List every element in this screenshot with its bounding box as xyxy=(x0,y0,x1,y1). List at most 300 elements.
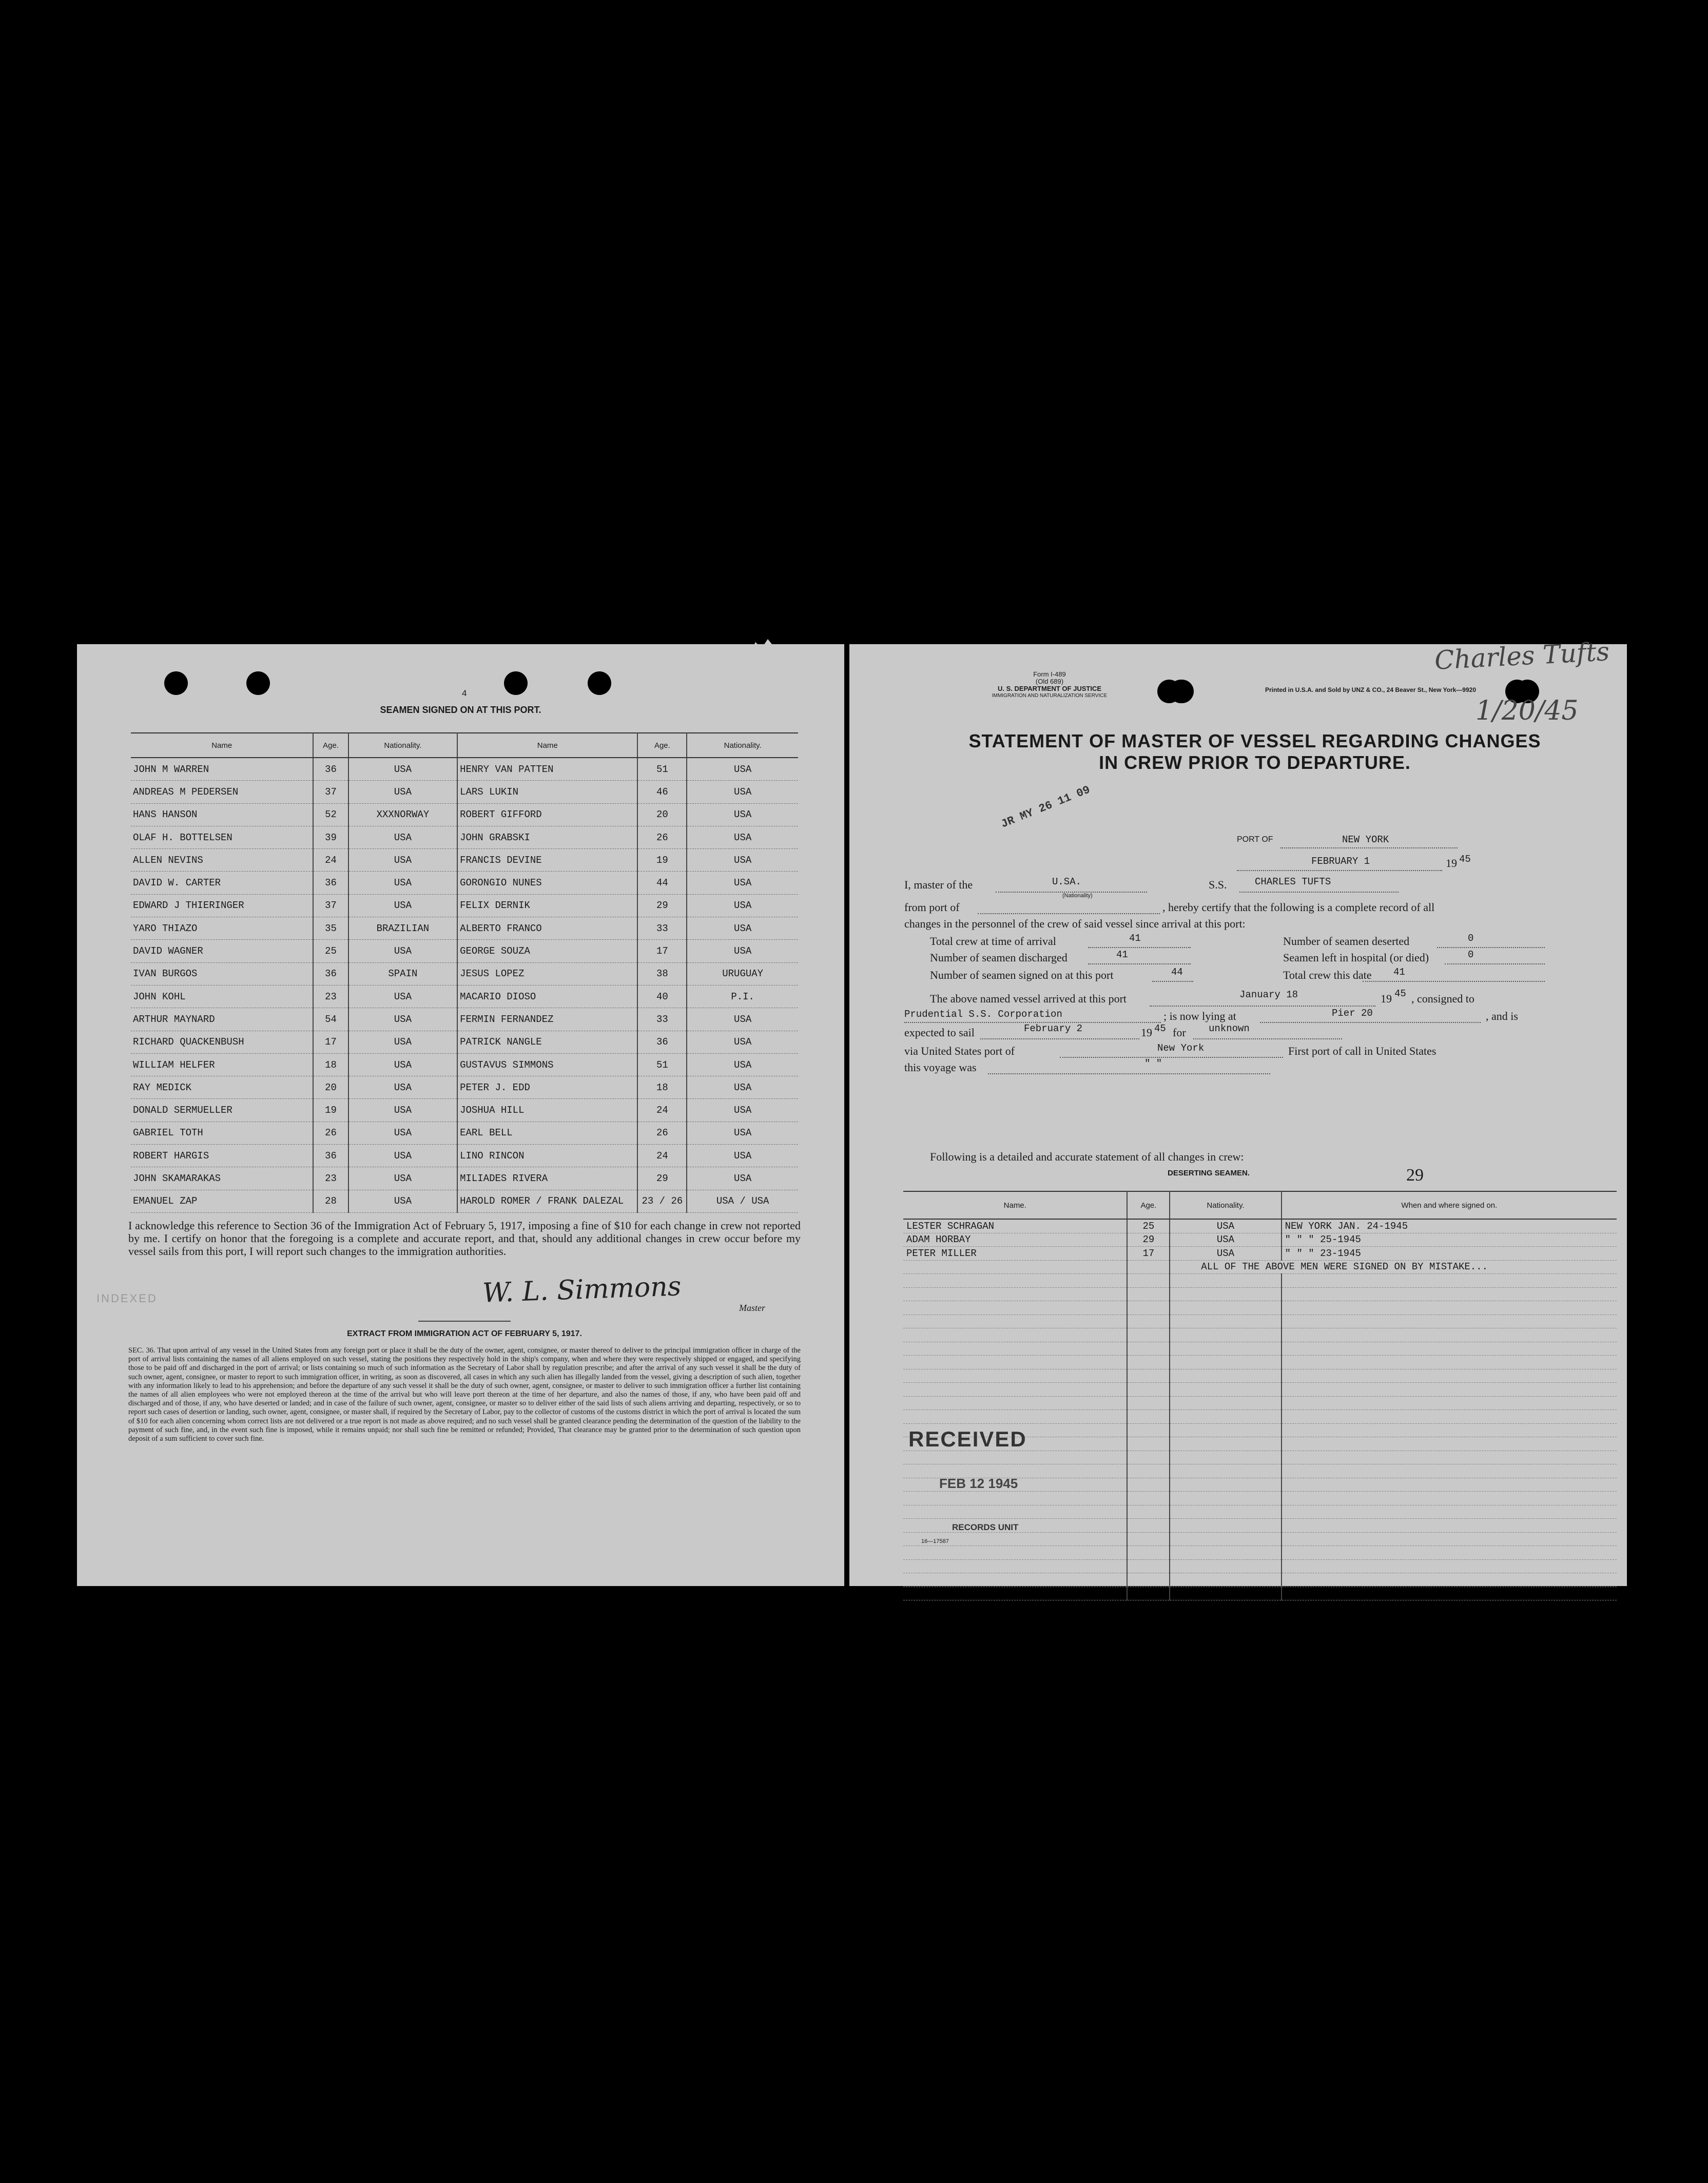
cell-age: 37 xyxy=(313,894,348,917)
table-row xyxy=(131,826,798,848)
received-stamp: RECEIVED xyxy=(908,1427,1027,1451)
cell-name-2: MACARIO DIOSO xyxy=(457,985,637,1008)
cell-name: ALLEN NEVINS xyxy=(131,849,313,872)
blank-cell xyxy=(903,1587,1127,1600)
blank-cell xyxy=(1282,1505,1617,1519)
cell-age-2: 51 xyxy=(637,758,687,781)
blank-row xyxy=(903,1328,1617,1342)
cell-age-2: 51 xyxy=(637,1053,687,1076)
cell-nationality: USA xyxy=(348,1053,457,1076)
blank-cell xyxy=(1282,1356,1617,1369)
cell-nationality-2: USA xyxy=(687,1008,798,1031)
dotted-line xyxy=(1239,892,1399,893)
cell-name-2: LARS LUKIN xyxy=(457,781,637,803)
dotted-line xyxy=(1363,981,1545,982)
cell-nationality-2: USA xyxy=(687,917,798,940)
blank-cell xyxy=(1282,1546,1617,1560)
discharged-value: 41 xyxy=(1116,949,1128,960)
blank-cell xyxy=(903,1356,1127,1369)
total-date-label: Total crew this date xyxy=(1283,969,1372,981)
from-port-label: from port of xyxy=(904,901,960,914)
cell-name-2: JESUS LOPEZ xyxy=(457,962,637,985)
cell-nationality: USA xyxy=(348,849,457,872)
col-nationality: Nationality. xyxy=(1170,1191,1281,1219)
cell-nationality: USA xyxy=(348,985,457,1008)
cell-name-2: FELIX DERNIK xyxy=(457,894,637,917)
table-row xyxy=(903,1233,1617,1247)
cell-age: 54 xyxy=(313,1008,348,1031)
vessel-name: CHARLES TUFTS xyxy=(1255,876,1331,887)
blank-cell xyxy=(903,1274,1127,1288)
cell-nationality-2: USA xyxy=(687,940,798,962)
col-name: Name xyxy=(131,733,313,758)
cell-age-2: 38 xyxy=(637,962,687,985)
col-when-where: When and where signed on. xyxy=(1282,1191,1617,1219)
blank-row xyxy=(903,1505,1617,1519)
dotted-line xyxy=(1060,1057,1283,1058)
changes-text: changes in the personnel of the crew of said vessel since arrival at this port: xyxy=(904,917,1246,930)
blank-cell xyxy=(1282,1369,1617,1383)
blank-cell xyxy=(1282,1559,1617,1573)
cell-nationality-2: USA xyxy=(687,872,798,894)
cell-nationality-2: USA xyxy=(687,826,798,848)
cell-nationality: USA xyxy=(348,872,457,894)
blank-cell xyxy=(1282,1437,1617,1451)
blank-cell xyxy=(1127,1369,1170,1383)
blank-cell xyxy=(1170,1573,1281,1587)
cell-age-2: 46 xyxy=(637,781,687,803)
cell-name: DAVID WAGNER xyxy=(131,940,313,962)
table-row xyxy=(131,940,798,962)
blank-cell xyxy=(1170,1464,1281,1478)
note-cell: ALL OF THE ABOVE MEN WERE SIGNED ON BY MISTAKE... xyxy=(1170,1260,1617,1274)
cell-age: 26 xyxy=(313,1122,348,1144)
table-header-row xyxy=(903,1191,1617,1219)
cell-name: DONALD SERMUELLER xyxy=(131,1099,313,1122)
cell-age: 29 xyxy=(1127,1233,1170,1247)
cell-age: 18 xyxy=(313,1053,348,1076)
cell-nationality-2: USA xyxy=(687,849,798,872)
table-row xyxy=(131,1190,798,1212)
dotted-line xyxy=(1193,1038,1342,1039)
cell-nationality: USA xyxy=(348,1076,457,1099)
cell-age-2: 36 xyxy=(637,1031,687,1053)
table-row xyxy=(131,985,798,1008)
cell-nationality-2: USA xyxy=(687,803,798,826)
year-prefix: 19 xyxy=(1446,857,1457,870)
cell-nationality: USA xyxy=(348,1008,457,1031)
lying-label: ; is now lying at xyxy=(1163,1010,1236,1022)
cell-nationality-2: USA xyxy=(687,1167,798,1190)
cell-when-where: NEW YORK JAN. 24-1945 xyxy=(1282,1219,1617,1233)
cell-nationality-2: URUGUAY xyxy=(687,962,798,985)
cell-name: IVAN BURGOS xyxy=(131,962,313,985)
cell-name: GABRIEL TOTH xyxy=(131,1122,313,1144)
table-row xyxy=(131,894,798,917)
blank-cell xyxy=(1127,1519,1170,1533)
table-row xyxy=(131,1031,798,1053)
blank-cell xyxy=(903,1410,1127,1424)
first-port-label: First port of call in United States xyxy=(1288,1045,1437,1057)
lying-at: Pier 20 xyxy=(1332,1008,1373,1019)
seamen-signed-title: SEAMEN SIGNED ON AT THIS PORT. xyxy=(380,705,541,715)
time-stamp: JR MY 26 11 09 xyxy=(999,783,1092,831)
blank-row xyxy=(903,1410,1617,1424)
sail-year: 45 xyxy=(1154,1023,1166,1034)
blank-cell xyxy=(1170,1301,1281,1315)
cell-age-2: 24 xyxy=(637,1145,687,1167)
blank-cell xyxy=(1282,1315,1617,1328)
nationality-caption: (Nationality) xyxy=(1062,893,1093,899)
certify-text: , hereby certify that the following is a complete record of all xyxy=(1162,901,1435,914)
blank-cell xyxy=(903,1342,1127,1356)
blank-cell xyxy=(1127,1573,1170,1587)
blank-cell xyxy=(1127,1260,1170,1274)
cell-age-2: 17 xyxy=(637,940,687,962)
blank-cell xyxy=(1170,1410,1281,1424)
col-age-2: Age. xyxy=(637,733,687,758)
blank-cell xyxy=(1170,1437,1281,1451)
cell-name: YARO THIAZO xyxy=(131,917,313,940)
cell-nationality-2: USA xyxy=(687,781,798,803)
blank-cell xyxy=(1282,1519,1617,1533)
blank-cell xyxy=(1127,1464,1170,1478)
cell-age-2: 26 xyxy=(637,826,687,848)
hospital-value: 0 xyxy=(1468,949,1474,960)
blank-cell xyxy=(1127,1478,1170,1492)
blank-cell xyxy=(903,1369,1127,1383)
cell-name: HANS HANSON xyxy=(131,803,313,826)
table-row xyxy=(131,758,798,781)
blank-row xyxy=(903,1274,1617,1288)
received-date: FEB 12 1945 xyxy=(939,1476,1018,1491)
handwritten-vessel-name: Charles Tufts xyxy=(1433,636,1610,675)
this-voyage-value: " " xyxy=(1144,1058,1162,1069)
table-row xyxy=(131,803,798,826)
blank-cell xyxy=(1127,1532,1170,1546)
blank-cell xyxy=(903,1383,1127,1397)
cell-age: 36 xyxy=(313,758,348,781)
cell-name: EDWARD J THIERINGER xyxy=(131,894,313,917)
cell-nationality: USA xyxy=(1170,1233,1281,1247)
cell-name: WILLIAM HELFER xyxy=(131,1053,313,1076)
cell-nationality-2: USA xyxy=(687,894,798,917)
cell-nationality: USA xyxy=(348,1145,457,1167)
table-row xyxy=(131,1122,798,1144)
port-value: NEW YORK xyxy=(1342,834,1389,845)
cell-nationality: USA xyxy=(348,758,457,781)
seamen-table xyxy=(131,732,798,1213)
dotted-line xyxy=(988,1073,1270,1074)
blank-cell xyxy=(1170,1342,1281,1356)
dotted-line xyxy=(1088,963,1191,964)
cell-name: OLAF H. BOTTELSEN xyxy=(131,826,313,848)
blank-row xyxy=(903,1546,1617,1560)
blank-cell xyxy=(1170,1519,1281,1533)
handwritten-date: 1/20/45 xyxy=(1476,696,1579,726)
cell-age: 23 xyxy=(313,985,348,1008)
cell-age: 35 xyxy=(313,917,348,940)
master-signature: W. L. Simmons xyxy=(482,1271,682,1309)
blank-cell xyxy=(1170,1356,1281,1369)
arrived-year: 45 xyxy=(1394,988,1406,999)
blank-row xyxy=(903,1356,1617,1369)
blank-cell xyxy=(1282,1587,1617,1600)
cell-age-2: 23 / 26 xyxy=(637,1190,687,1212)
blank-cell xyxy=(1170,1274,1281,1288)
punch-hole xyxy=(504,671,528,695)
cell-nationality: BRAZILIAN xyxy=(348,917,457,940)
blank-cell xyxy=(1170,1492,1281,1505)
extract-title: EXTRACT FROM IMMIGRATION ACT OF FEBRUARY 5, 1917. xyxy=(347,1329,582,1338)
year-value: 45 xyxy=(1459,854,1471,865)
blank-cell xyxy=(1127,1410,1170,1424)
cell-name: EMANUEL ZAP xyxy=(131,1190,313,1212)
blank-cell xyxy=(1127,1383,1170,1397)
table-row xyxy=(131,1076,798,1099)
cell-name: JOHN KOHL xyxy=(131,985,313,1008)
total-crew-arrival-label: Total crew at time of arrival xyxy=(930,935,1056,948)
footer-code: 16—17587 xyxy=(921,1538,949,1544)
cell-when-where: " " " 25-1945 xyxy=(1282,1233,1617,1247)
blank-cell xyxy=(1170,1369,1281,1383)
cell-age-2: 19 xyxy=(637,849,687,872)
cell-nationality-2: P.I. xyxy=(687,985,798,1008)
blank-cell xyxy=(1282,1328,1617,1342)
heading-line-2: IN CREW PRIOR TO DEPARTURE. xyxy=(1099,752,1411,773)
cell-name-2: ROBERT GIFFORD xyxy=(457,803,637,826)
via-label: via United States port of xyxy=(904,1045,1015,1057)
blank-row xyxy=(903,1451,1617,1464)
blank-cell xyxy=(1127,1587,1170,1600)
blank-cell xyxy=(1127,1328,1170,1342)
cell-name-2: HAROLD ROMER / FRANK DALEZAL xyxy=(457,1190,637,1212)
cell-age: 28 xyxy=(313,1190,348,1212)
consigned-label: , consigned to xyxy=(1411,992,1474,1005)
cell-name-2: FERMIN FERNANDEZ xyxy=(457,1008,637,1031)
divider xyxy=(418,1321,511,1322)
blank-row xyxy=(903,1287,1617,1301)
form-heading xyxy=(901,730,1609,774)
cell-age: 17 xyxy=(1127,1247,1170,1261)
extract-text: SEC. 36. That upon arrival of any vessel in the United States from any foreign port or place it shall be the duty of the owner, agent, consignee, or master thereof to deliver to the principal immigration officer in charge of the port of arrival lists containing the names of all aliens employed on such vessel, stating the positions they respectively hold in the ship's company, when and where they were respectively shipped or engaged, and specifying those to be paid off and discharged in the port of arrival; or lists containing so much of such information as the Secretary of Labor shall by regulation prescribe; and after the arrival of any such vessel it shall be the duty of such owner, agent, consignee, or master to report to such immigration officer, in writing, as soon as discovered, all cases in which any such alien has illegally landed from the vessel, giving a description of such alien, together with any information likely to lead to his apprehension; and before the departure of any such vessel it shall be the duty of such owner, agent, consignee, or master to deliver to such immigration officer a further list containing the names of all alien employees who were not employed thereon at the time of the arrival but who will leave port thereon at the time of her departure, and also the names of those, if any, who have been paid off and discharged and of those, if any, who have deserted or landed; and in case of the failure of such owner, agent, consignee, or master so to deliver either of the said lists of such aliens arriving and departing, respectively, or so to report such cases of desertion or landing, such owner, agent, consignee, or master shall, if required by the Secretary of Labor, pay to the collector of customs of the customs district in which the port of arrival is located the sum of $10 for each alien concerning whom correct lists are not delivered or a true report is not made as above required; and no such vessel shall be granted clearance pending the determination of the question of the liability to the payment of such fine, and, in the event such fine is imposed, while it remains unpaid; nor shall such fine be remitted or refunded; Provided, That clearance may be granted prior to the determination of such question upon deposit of a sum sufficient to cover such fine. xyxy=(128,1346,801,1443)
cell-name: LESTER SCHRAGAN xyxy=(903,1219,1127,1233)
blank-cell xyxy=(903,1301,1127,1315)
cell-age-2: 26 xyxy=(637,1122,687,1144)
table-row xyxy=(131,781,798,803)
table-header-row xyxy=(131,733,798,758)
cell-age-2: 44 xyxy=(637,872,687,894)
cell-name: DAVID W. CARTER xyxy=(131,872,313,894)
dotted-line xyxy=(1088,947,1191,948)
cell-name-2: ALBERTO FRANCO xyxy=(457,917,637,940)
indexed-stamp: INDEXED xyxy=(96,1292,158,1305)
acknowledgement-text: I acknowledge this reference to Section 36 of the Immigration Act of February 5, 1917, imposing a fine of $10 for each change in crew not reported by me. I certify on honor that the foregoing is a complete and accurate report, and that, should any additional changes in crew occur before my vessel sails from this port, I will report such changes to the immigration authorities. xyxy=(128,1219,801,1258)
for-label: for xyxy=(1173,1026,1186,1039)
blank-cell xyxy=(1127,1287,1170,1301)
blank-cell xyxy=(1170,1383,1281,1397)
blank-row xyxy=(903,1396,1617,1410)
cell-nationality-2: USA xyxy=(687,1145,798,1167)
cell-age: 36 xyxy=(313,1145,348,1167)
cell-name: ROBERT HARGIS xyxy=(131,1145,313,1167)
cell-nationality-2: USA xyxy=(687,1053,798,1076)
cell-name: RAY MEDICK xyxy=(131,1076,313,1099)
blank-cell xyxy=(1170,1532,1281,1546)
blank-row xyxy=(903,1383,1617,1397)
cell-name: ARTHUR MAYNARD xyxy=(131,1008,313,1031)
cell-age: 52 xyxy=(313,803,348,826)
blank-cell xyxy=(1127,1505,1170,1519)
cell-name-2: MILIADES RIVERA xyxy=(457,1167,637,1190)
table-row xyxy=(131,1145,798,1167)
blank-cell xyxy=(903,1396,1127,1410)
this-voyage-label: this voyage was xyxy=(904,1061,977,1074)
left-page xyxy=(77,644,844,1586)
dotted-line xyxy=(1445,963,1545,964)
punch-hole xyxy=(246,671,270,695)
blank-cell xyxy=(1127,1342,1170,1356)
blank-cell xyxy=(903,1287,1127,1301)
cell-name: JOHN M WARREN xyxy=(131,758,313,781)
blank-cell xyxy=(1282,1423,1617,1437)
blank-cell xyxy=(1127,1274,1170,1288)
blank-row xyxy=(903,1315,1617,1328)
blank-row xyxy=(903,1492,1617,1505)
blank-cell xyxy=(1170,1287,1281,1301)
cell-nationality-2: USA xyxy=(687,1122,798,1144)
blank-cell xyxy=(1282,1532,1617,1546)
cell-age-2: 33 xyxy=(637,1008,687,1031)
cell-age: 36 xyxy=(313,872,348,894)
cell-name-2: JOSHUA HILL xyxy=(457,1099,637,1122)
signature-caption: Master xyxy=(739,1303,765,1313)
blank-row xyxy=(903,1559,1617,1573)
cell-nationality: USA xyxy=(348,1099,457,1122)
arrived-date: January 18 xyxy=(1239,989,1298,1000)
blank-cell xyxy=(1282,1342,1617,1356)
total-crew-arrival-value: 41 xyxy=(1129,933,1141,944)
note-row xyxy=(903,1260,1617,1274)
table-row xyxy=(131,849,798,872)
sail-date: February 2 xyxy=(1024,1023,1083,1034)
blank-cell xyxy=(1127,1356,1170,1369)
consignee: Prudential S.S. Corporation xyxy=(904,1009,1062,1020)
blank-cell xyxy=(1127,1451,1170,1464)
cell-name: PETER MILLER xyxy=(903,1247,1127,1261)
printer-line: Printed in U.S.A. and Sold by UNZ & CO., 24 Beaver St., New York—9920 xyxy=(1265,686,1476,693)
col-age: Age. xyxy=(313,733,348,758)
cell-name: ANDREAS M PEDERSEN xyxy=(131,781,313,803)
service: IMMIGRATION AND NATURALIZATION SERVICE xyxy=(992,693,1108,699)
dotted-line xyxy=(1150,1006,1375,1007)
cell-age-2: 40 xyxy=(637,985,687,1008)
hospital-label: Seamen left in hospital (or died) xyxy=(1283,951,1429,964)
cell-nationality: USA xyxy=(348,894,457,917)
cell-nationality-2: USA xyxy=(687,1076,798,1099)
cell-name-2: JOHN GRABSKI xyxy=(457,826,637,848)
blank-cell xyxy=(1282,1396,1617,1410)
cell-nationality: USA xyxy=(348,1122,457,1144)
col-name-2: Name xyxy=(457,733,637,758)
signed-on-label: Number of seamen signed on at this port xyxy=(930,969,1114,981)
blank-cell xyxy=(1170,1546,1281,1560)
dotted-line xyxy=(980,1038,1139,1039)
blank-cell xyxy=(1282,1573,1617,1587)
cell-age: 19 xyxy=(313,1099,348,1122)
cell-nationality: USA xyxy=(348,826,457,848)
cell-age-2: 29 xyxy=(637,894,687,917)
cell-nationality: USA xyxy=(348,781,457,803)
blank-cell xyxy=(1170,1423,1281,1437)
blank-cell xyxy=(1127,1492,1170,1505)
blank-cell xyxy=(903,1492,1127,1505)
blank-cell xyxy=(1170,1396,1281,1410)
blank-cell xyxy=(1127,1546,1170,1560)
blank-cell xyxy=(1170,1587,1281,1600)
cell-nationality: USA xyxy=(348,1190,457,1212)
deserting-count: 29 xyxy=(1406,1166,1424,1185)
table-row xyxy=(131,917,798,940)
blank-cell xyxy=(1127,1437,1170,1451)
destination: unknown xyxy=(1209,1023,1250,1034)
blank-cell xyxy=(1170,1559,1281,1573)
total-date-value: 41 xyxy=(1393,967,1405,978)
punch-hole xyxy=(164,671,188,695)
blank-cell xyxy=(903,1451,1127,1464)
blank-row xyxy=(903,1342,1617,1356)
cell-age: 39 xyxy=(313,826,348,848)
cell-nationality-2: USA xyxy=(687,1099,798,1122)
blank-cell xyxy=(1282,1274,1617,1288)
cell-nationality: USA xyxy=(348,1031,457,1053)
cell-nationality-2: USA xyxy=(687,758,798,781)
deserted-value: 0 xyxy=(1468,933,1474,944)
cell-age: 23 xyxy=(313,1167,348,1190)
table-row xyxy=(131,1053,798,1076)
page-number: 4 xyxy=(462,688,467,698)
cell-name-2: GUSTAVUS SIMMONS xyxy=(457,1053,637,1076)
table-row xyxy=(903,1219,1617,1233)
cell-name: ADAM HORBAY xyxy=(903,1233,1127,1247)
form-old: (Old 689) xyxy=(1035,678,1064,685)
table-row xyxy=(131,1008,798,1031)
sail-year-prefix: 19 xyxy=(1141,1026,1152,1039)
date-value: FEBRUARY 1 xyxy=(1311,856,1370,867)
col-age: Age. xyxy=(1127,1191,1170,1219)
records-unit: RECORDS UNIT xyxy=(952,1522,1019,1532)
cell-nationality: SPAIN xyxy=(348,962,457,985)
blank-row xyxy=(903,1587,1617,1600)
deserting-title: DESERTING SEAMEN. xyxy=(1168,1169,1250,1177)
table-row xyxy=(131,1167,798,1190)
blank-cell xyxy=(1282,1410,1617,1424)
dotted-line xyxy=(1237,870,1442,871)
punch-hole xyxy=(588,671,611,695)
blank-cell xyxy=(1282,1287,1617,1301)
cell-name-2: HENRY VAN PATTEN xyxy=(457,758,637,781)
cell-name-2: PETER J. EDD xyxy=(457,1076,637,1099)
blank-row xyxy=(903,1573,1617,1587)
cell-name: RICHARD QUACKENBUSH xyxy=(131,1031,313,1053)
dotted-line xyxy=(978,913,1160,914)
cell-age-2: 24 xyxy=(637,1099,687,1122)
expected-label: expected to sail xyxy=(904,1026,975,1039)
cell-age-2: 18 xyxy=(637,1076,687,1099)
blank-cell xyxy=(1282,1478,1617,1492)
port-label: PORT OF xyxy=(1237,835,1273,844)
blank-cell xyxy=(903,1546,1127,1560)
